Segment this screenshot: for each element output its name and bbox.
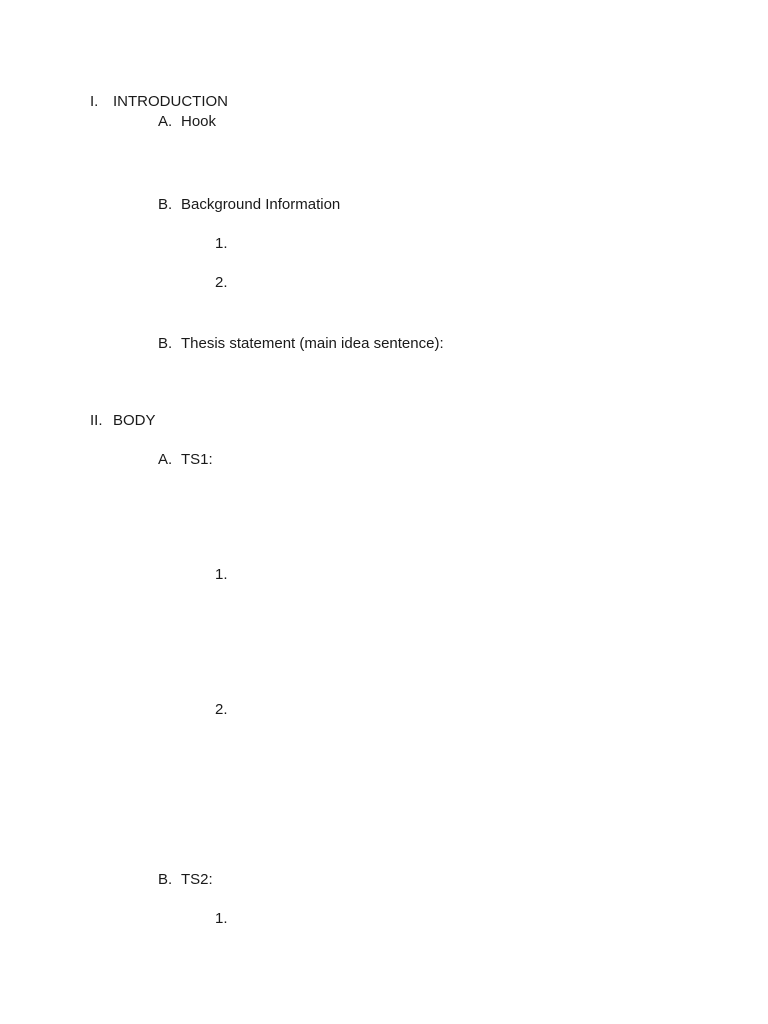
- outline-item-thesis-statement: [158, 335, 444, 353]
- item-label: Thesis statement (main idea sentence):: [181, 335, 444, 352]
- item-marker: A.: [158, 113, 173, 130]
- item-label: TS1:: [181, 451, 213, 468]
- item-marker: B.: [158, 871, 173, 888]
- outline-item-hook: [158, 113, 216, 131]
- item-marker: B.: [158, 196, 173, 213]
- item-label: Background Information: [181, 196, 341, 213]
- outline-subitem: 2.: [215, 274, 228, 291]
- outline-item-ts1: [158, 451, 213, 469]
- item-marker: B.: [158, 335, 173, 352]
- outline-item-ts2: [158, 871, 213, 889]
- item-marker: A.: [158, 451, 173, 468]
- item-label: Hook: [181, 113, 217, 130]
- outline-item-background-information: [158, 196, 340, 214]
- section-title: INTRODUCTION: [113, 93, 228, 110]
- section-title: BODY: [113, 412, 156, 429]
- outline-subitem: 1.: [215, 566, 228, 583]
- outline-subitem: 1.: [215, 235, 228, 252]
- section-heading-body: [90, 412, 156, 430]
- item-label: TS2:: [181, 871, 213, 888]
- outline-subitem: 2.: [215, 701, 228, 718]
- section-heading-introduction: [90, 93, 228, 111]
- outline-subitem: 1.: [215, 910, 228, 927]
- section-marker: II.: [90, 412, 103, 429]
- section-marker: I.: [90, 93, 99, 110]
